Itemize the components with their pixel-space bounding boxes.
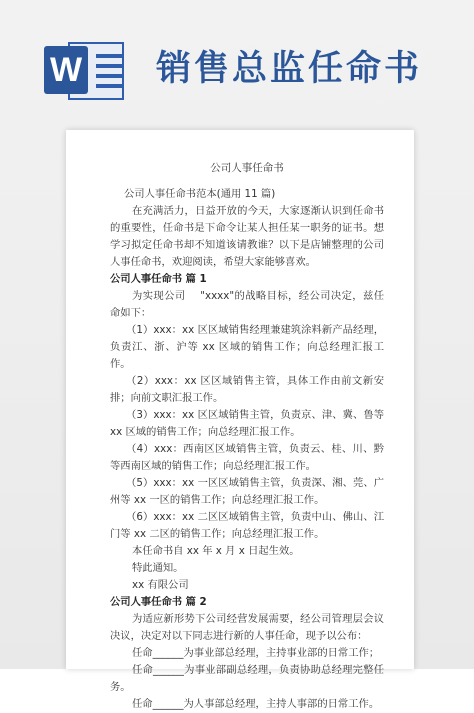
- document-title: 公司人事任命书: [210, 162, 284, 174]
- appointment-line-1: 任命______为事业部总经理，主持事业部的日常工作；: [132, 647, 380, 659]
- appointment-line-2: 任命______为事业部副总经理，负责协助总经理完整任务。: [110, 664, 384, 693]
- appointment-item-3: （3）xxx：xx 区区域销售主管，负责京、津、冀、鲁等 xx 区域的销售工作；向总经理汇报工作。: [110, 409, 388, 438]
- effective-date: 本任命书自 xx 年 x 月 x 日起生效。: [132, 545, 300, 557]
- doc-line: [96, 54, 122, 58]
- document-page: [66, 130, 414, 710]
- word-document-icon: [44, 40, 130, 102]
- banner-title: 销售总监任命书: [156, 49, 423, 89]
- word-letter-badge: W: [44, 46, 88, 94]
- doc-line: [96, 84, 122, 88]
- appointment-item-1: （1）xxx：xx 区区域销售经理兼建筑涂料新产品经理，负责江、浙、沪等 xx 区域的销售工作；向总经理汇报工作。: [110, 324, 384, 370]
- doc-line: [96, 64, 122, 68]
- section2-lead: 为适应新形势下公司经营发展需要，经公司管理层会议决议，决定对以下同志进行新的人事任命，现予以公布：: [110, 613, 384, 642]
- section-heading-1: 公司人事任命书 篇 1: [110, 273, 207, 285]
- appointment-item-2: （2）xxx：xx 区区域销售主管，具体工作由前文新安排；向前文职汇报工作。: [110, 375, 384, 404]
- document-subtitle: 公司人事任命书范本(通用 11 篇): [124, 188, 276, 200]
- company-name: xx 有限公司: [132, 579, 189, 591]
- notice-line: 特此通知。: [132, 562, 184, 574]
- appointment-line-3: 任命______为人事部总经理，主持人事部的日常工作。: [132, 698, 380, 710]
- doc-line: [96, 74, 122, 78]
- section-heading-2: 公司人事任命书 篇 2: [110, 596, 207, 608]
- appointment-item-4: （4）xxx：西南区区域销售主管，负责云、桂、川、黔等西南区域的销售工作；向总经理汇报工作。: [110, 443, 384, 472]
- section1-lead: 为实现公司 "xxxx"的战略目标，经公司决定，兹任命如下：: [110, 290, 384, 319]
- appointment-item-6: （6）xxx：xx 二区区域销售主管，负责中山、佛山、江门等 xx 二区的销售工作；向总经理汇报工作。: [110, 511, 384, 540]
- appointment-item-5: （5）xxx：xx 一区区域销售主管，负责深、湘、莞、广州等 xx 一区的销售工作；向总经理汇报工作。: [110, 477, 384, 506]
- intro-paragraph: 在充满活力，日益开放的今天，大家逐渐认识到任命书的重要性，任命书是下命令让某人担任某一职务的证书。想学习拟定任命书却不知道该请教谁？以下是店铺整理的公司人事任命书，欢迎阅读，希望大家能够喜欢。: [110, 205, 384, 268]
